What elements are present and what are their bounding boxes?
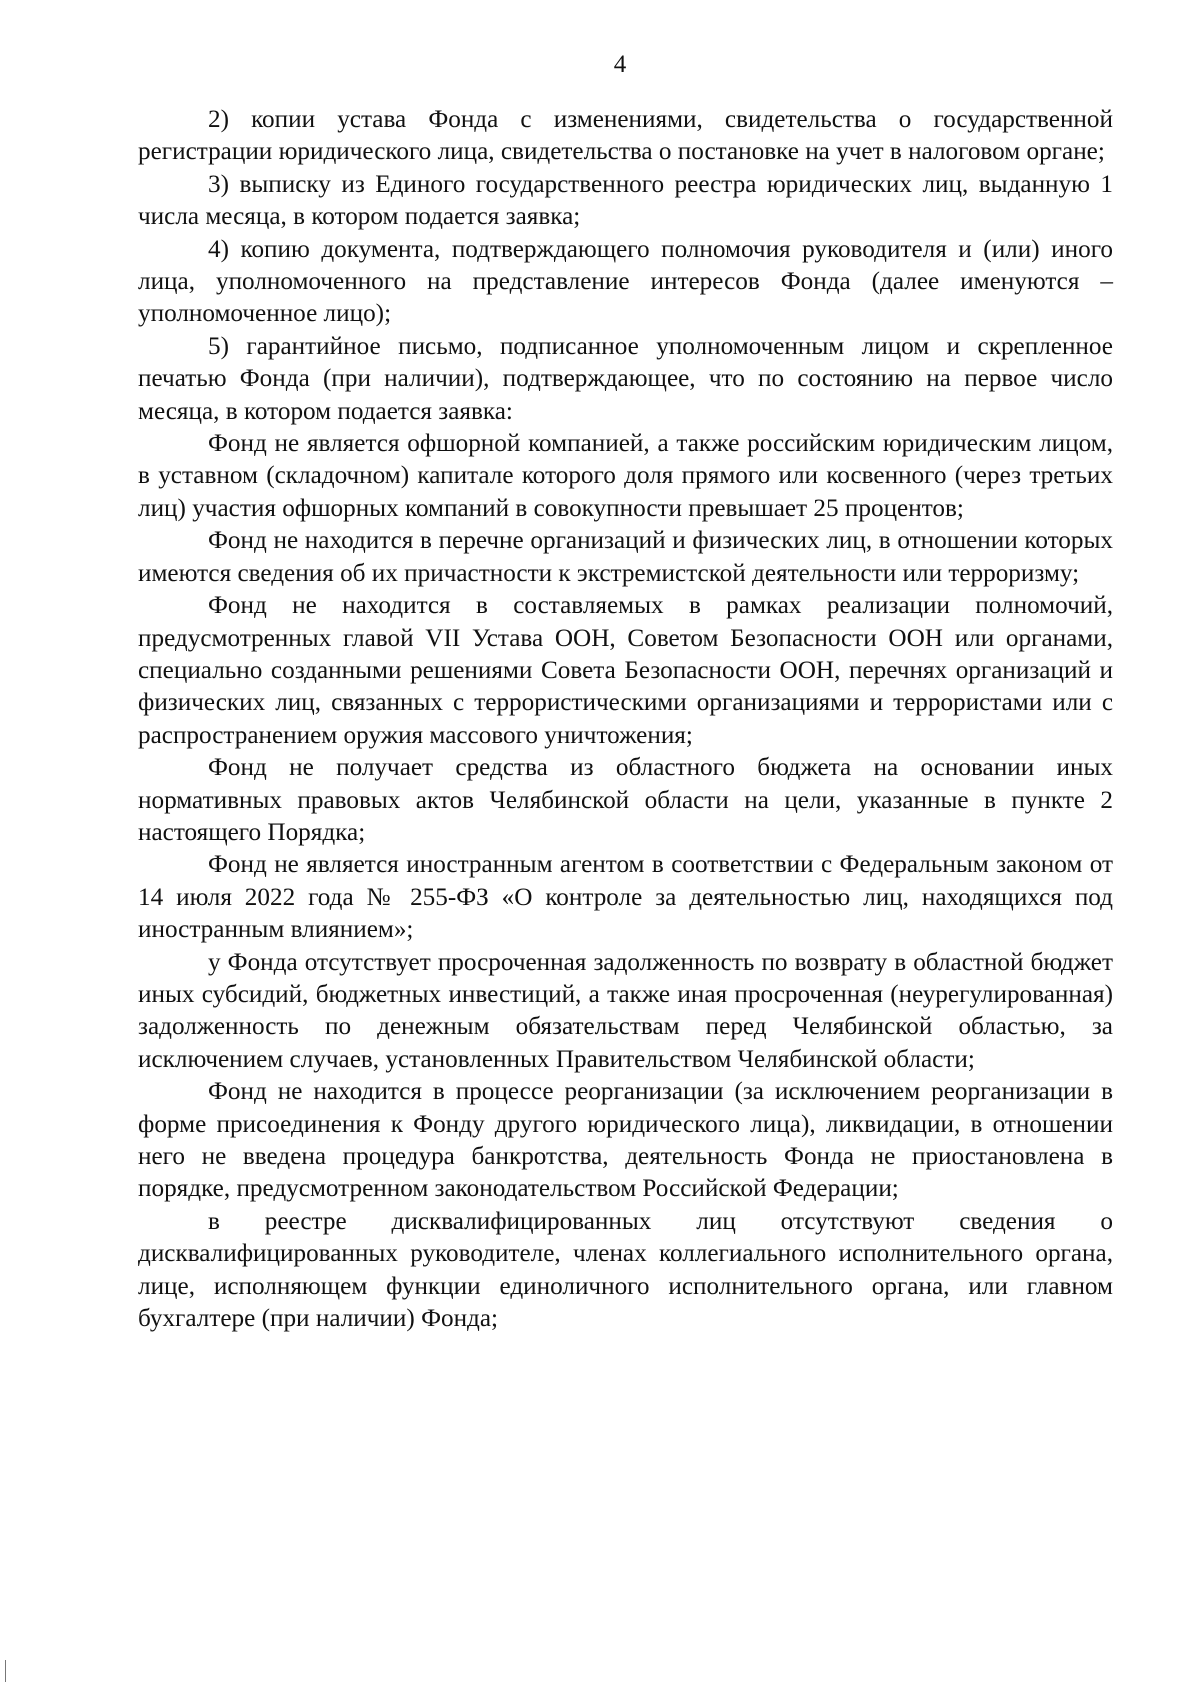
paragraph-regional-budget: Фонд не получает средства из областного бюджета на основании иных нормативных правовых актов Челябинской области на цели, указанные в пункте 2 настоящего Порядка; [138, 754, 1113, 846]
paragraph-reorganization: Фонд не находится в процессе реорганизации (за исключением реорганизации в форме присоединения к Фонду другого юридического лица), ликвидации, в отношении него не введена процедура банкротства, деятельность Фонда не приостановлена в порядке, предусмотренном законодательством Российской Федерации; [138, 1078, 1113, 1203]
paragraph-offshore: Фонд не является офшорной компанией, а также российским юридическим лицом, в уставном (складочном) капитале которого доля прямого или косвенного (через третьих лиц) участия офшорных компаний в совокупности превышает 25 процентов; [138, 430, 1113, 522]
paragraph-un-sanctions: Фонд не находится в составляемых в рамках реализации полномочий, предусмотренных главой VII Устава ООН, Советом Безопасности ООН или органами, специально созданными решениями Совета Безопасности ООН, перечнях организаций и физических лиц, связанных с террористическими организациями и террористами или с распространением оружия массового уничтожения; [138, 592, 1113, 749]
paragraph-item-2: 2) копии устава Фонда с изменениями, свидетельства о государственной регистрации юридического лица, свидетельства о постановке на учет в налоговом органе; [138, 106, 1113, 166]
paragraph-disqualified-registry: в реестре дисквалифицированных лиц отсутствуют сведения о дисквалифицированных руководителе, членах коллегиального исполнительного органа, лице, исполняющем функции единоличного исполнительного органа, или главном бухгалтере (при наличии) Фонда; [138, 1207, 1113, 1333]
paragraph-item-3: 3) выписку из Единого государственного реестра юридических лиц, выданную 1 числа месяца, в котором подается заявка; [138, 170, 1113, 231]
document-body [138, 104, 1113, 1335]
paragraph-item-4: 4) копию документа, подтверждающего полномочия руководителя и (или) иного лица, уполномоченного на представление интересов Фонда (далее именуются – уполномоченное лицо); [138, 235, 1113, 328]
page-number: 4 [613, 51, 627, 78]
paragraph-extremism: Фонд не находится в перечне организаций и физических лиц, в отношении которых имеются сведения об их причастности к экстремистской деятельности или терроризму; [138, 527, 1113, 587]
paragraph-foreign-agent: Фонд не является иностранным агентом в соответствии с Федеральным законом от 14 июля 2022 года № 255-ФЗ «О контроле за деятельностью лиц, находящихся под иностранным влиянием»; [138, 851, 1113, 944]
paragraph-item-5: 5) гарантийное письмо, подписанное уполномоченным лицом и скрепленное печатью Фонда (при наличии), подтверждающее, что по состоянию на первое число месяца, в котором подается заявка: [138, 332, 1113, 425]
paragraph-debt: у Фонда отсутствует просроченная задолженность по возврату в областной бюджет иных субсидий, бюджетных инвестиций, а также иная просроченная (неурегулированная) задолженность по денежным обязательствам перед Челябинской областью, за исключением случаев, установленных Правительством Челябинской области; [138, 948, 1113, 1073]
scan-edge-mark [5, 1660, 6, 1682]
